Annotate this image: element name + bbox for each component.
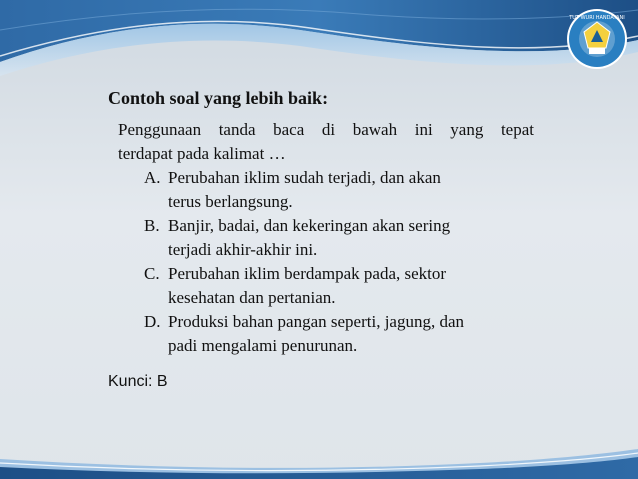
option-b bbox=[144, 214, 544, 262]
option-line: kesehatan dan pertanian. bbox=[168, 288, 336, 307]
option-line: terus berlangsung. bbox=[168, 192, 293, 211]
option-letter: A. bbox=[144, 168, 161, 187]
option-c bbox=[144, 262, 544, 310]
option-letter: C. bbox=[144, 264, 160, 283]
option-line: Banjir, badai, dan kekeringan akan sering bbox=[168, 216, 451, 235]
answer-options bbox=[144, 166, 544, 358]
option-letter: B. bbox=[144, 216, 160, 235]
footer-wave bbox=[0, 439, 638, 479]
option-line: Perubahan iklim berdampak pada, sektor bbox=[168, 264, 447, 283]
question-text bbox=[118, 118, 534, 166]
option-letter: D. bbox=[144, 312, 161, 331]
option-d bbox=[144, 310, 544, 358]
option-line: Perubahan iklim sudah terjadi, dan akan bbox=[168, 168, 441, 187]
question-line: terdapat pada kalimat … bbox=[118, 144, 286, 163]
header-wave bbox=[0, 0, 638, 100]
tut-wuri-handayani-logo bbox=[566, 8, 628, 70]
answer-key: Kunci: B bbox=[108, 373, 168, 390]
option-line: padi mengalami penurunan. bbox=[168, 336, 358, 355]
question-line: Penggunaan tanda baca di bawah ini yang tepat bbox=[118, 120, 534, 139]
option-line: Produksi bahan pangan seperti, jagung, dan bbox=[168, 312, 465, 331]
logo-text: TUT WURI HANDAYANI bbox=[569, 15, 625, 21]
option-line: terjadi akhir-akhir ini. bbox=[168, 240, 318, 259]
option-a bbox=[144, 166, 544, 214]
slide-heading: Contoh soal yang lebih baik: bbox=[108, 88, 329, 108]
